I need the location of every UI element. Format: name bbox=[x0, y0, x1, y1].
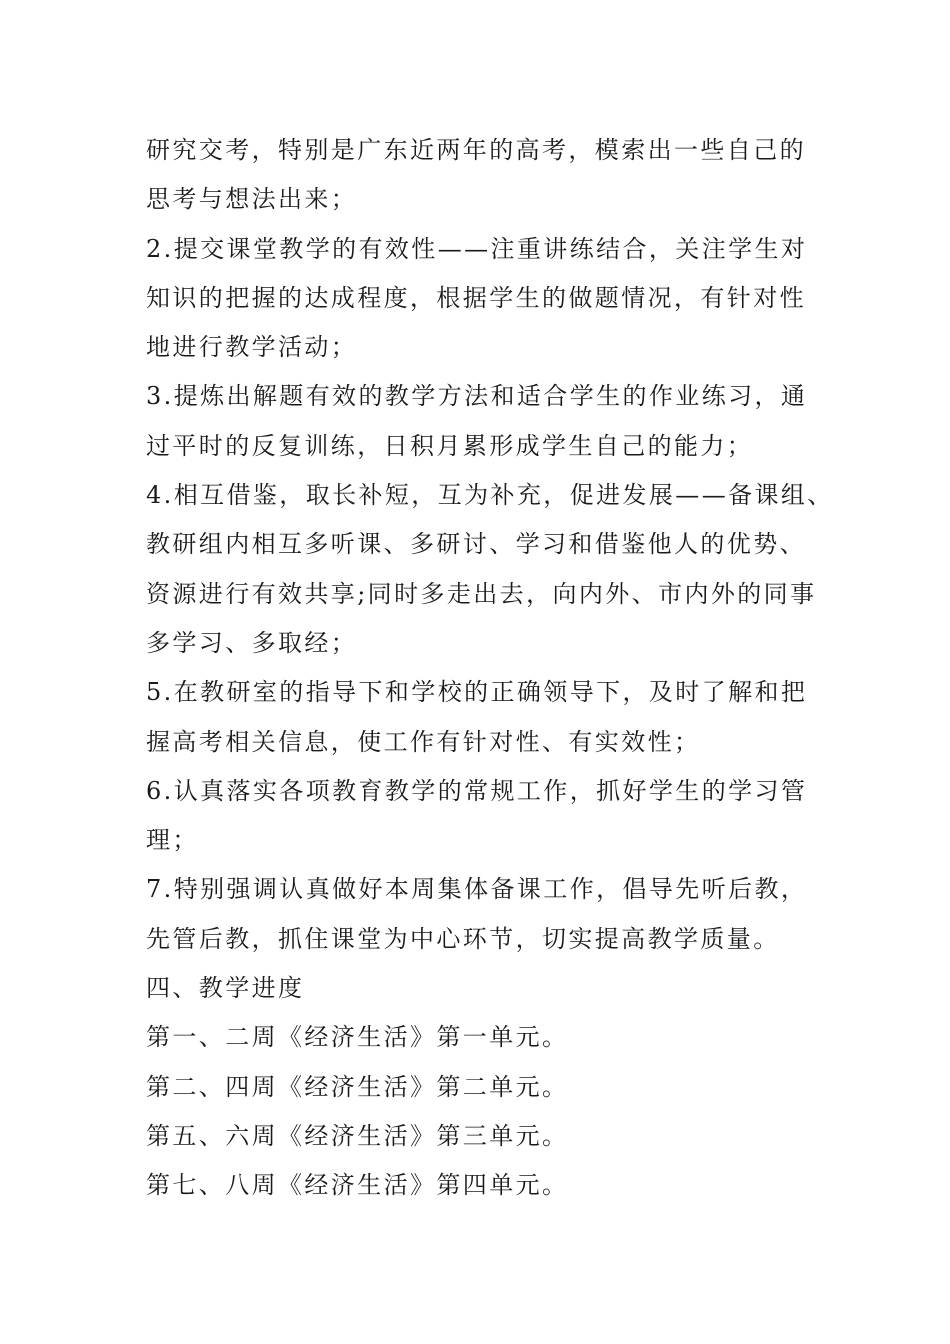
text-line: 过平时的反复训练，日积月累形成学生自己的能力； bbox=[146, 431, 754, 460]
text-line: 6.认真落实各项教育教学的常规工作，抓好学生的学习管 bbox=[146, 776, 808, 805]
text-line: 知识的把握的达成程度，根据学生的做题情况，有针对性 bbox=[146, 283, 806, 312]
text-line: 3.提炼出解题有效的教学方法和适合学生的作业练习，通 bbox=[146, 382, 808, 411]
text-line: 地进行教学活动； bbox=[146, 333, 358, 362]
text-line: 7.特别强调认真做好本周集体备课工作，倡导先听后教， bbox=[146, 875, 808, 904]
text-line: 先管后教，抓住课堂为中心环节，切实提高教学质量。 bbox=[146, 924, 780, 953]
text-line: 教研组内相互多听课、多研讨、学习和借鉴他人的优势、 bbox=[146, 530, 806, 559]
text-line: 资源进行有效共享;同时多走出去，向内外、市内外的同事 bbox=[146, 579, 817, 608]
section-heading: 四、教学进度 bbox=[146, 974, 305, 1003]
text-line: 握高考相关信息，使工作有针对性、有实效性； bbox=[146, 727, 701, 756]
schedule-line: 第五、六周《经济生活》第三单元。 bbox=[146, 1121, 569, 1150]
text-line: 多学习、多取经； bbox=[146, 628, 358, 657]
schedule-line: 第七、八周《经济生活》第四单元。 bbox=[146, 1171, 569, 1200]
text-line: 理； bbox=[146, 826, 199, 855]
text-line: 2.提交课堂教学的有效性——注重讲练结合，关注学生对 bbox=[146, 234, 808, 263]
schedule-line: 第一、二周《经济生活》第一单元。 bbox=[146, 1023, 569, 1052]
text-line: 研究交考，特别是广东近两年的高考，模索出一些自己的 bbox=[146, 136, 806, 164]
text-line: 4.相互借鉴，取长补短，互为补充，促进发展——备课组、 bbox=[146, 481, 834, 510]
text-line: 思考与想法出来； bbox=[146, 185, 358, 214]
document-body bbox=[146, 126, 836, 1211]
schedule-line: 第二、四周《经济生活》第二单元。 bbox=[146, 1072, 569, 1101]
text-line: 5.在教研室的指导下和学校的正确领导下，及时了解和把 bbox=[146, 678, 808, 707]
